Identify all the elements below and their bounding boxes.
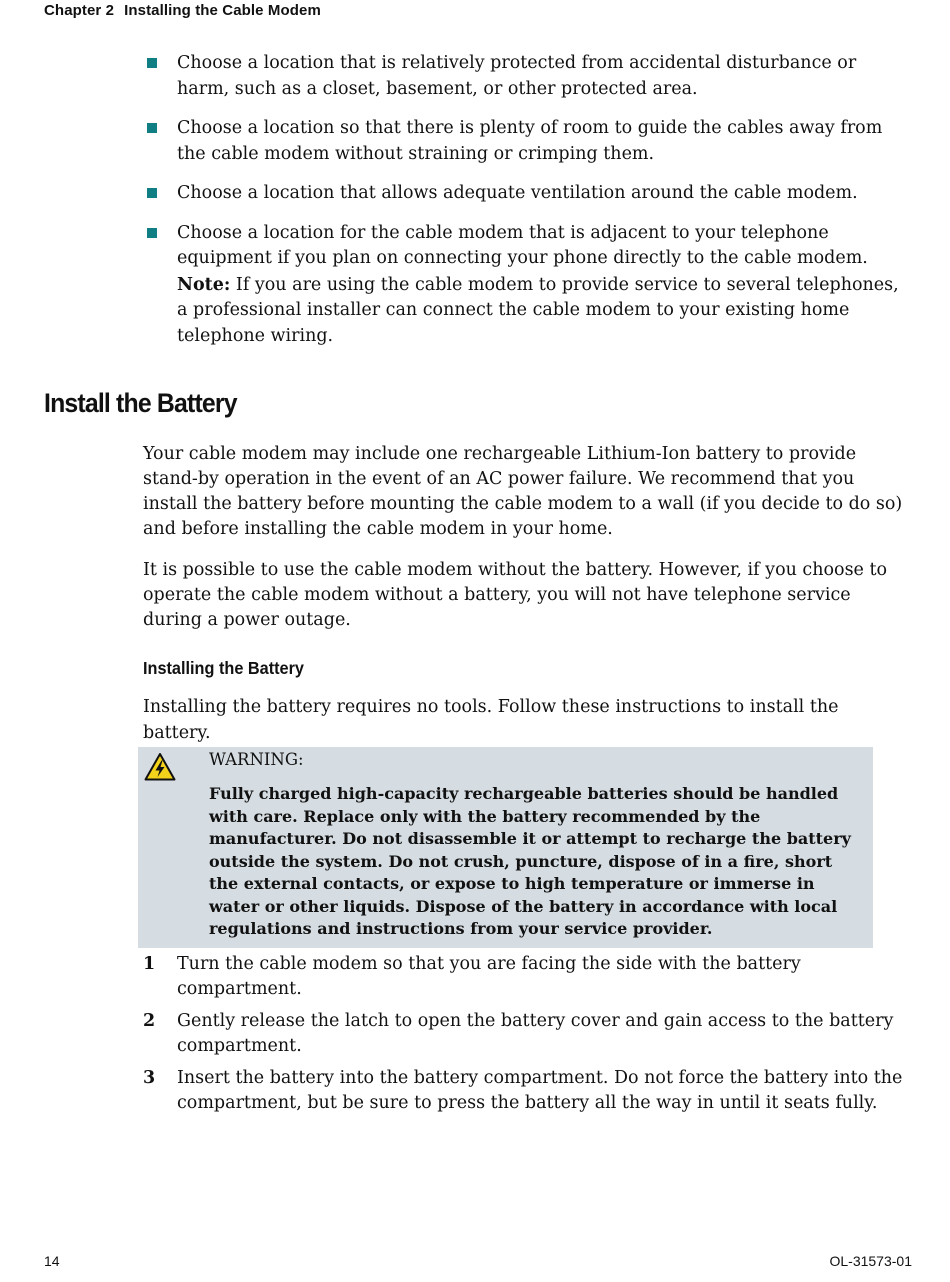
list-item: [146, 181, 906, 207]
step-number: 3: [143, 1068, 156, 1088]
paragraph-instructions-intro: Installing the battery requires no tools. Follow these instructions to install the battery.: [143, 697, 839, 743]
warning-body: Fully charged high-capacity rechargeable batteries should be handled with care. Replace only with the battery recommended by the manufacturer. Do not disassemble it or attempt to recharge the battery outside the system. Do not crush, puncture, dispose of in a fire, short the external contacts, or expose to high temperature or immerse in water or other liquids. Dispose of the battery in accordance with local regulations and instructions from your service provider.: [209, 784, 851, 938]
square-bullet-icon: [147, 123, 157, 133]
paragraph-battery-intro: Your cable modem may include one rechargeable Lithium-Ion battery to provide stand-by operation in the event of an AC power failure. We recommend that you install the battery before mounting the cable modem to a wall (if you decide to do so) and before installing the cable modem in your home.: [143, 444, 903, 539]
step-number: 2: [143, 1011, 156, 1031]
section-title: Install the Battery: [44, 388, 237, 418]
install-steps-list: [143, 952, 903, 1123]
running-header: [44, 2, 321, 19]
square-bullet-icon: [147, 228, 157, 238]
list-item-text: Choose a location that allows adequate ventilation around the cable modem.: [177, 183, 858, 203]
step-text: Turn the cable modem so that you are facing the side with the battery compartment.: [177, 954, 801, 999]
square-bullet-icon: [147, 188, 157, 198]
document-id: OL-31573-01: [829, 1253, 912, 1269]
subsection-title: Installing the Battery: [143, 658, 304, 678]
list-item: [143, 1066, 903, 1116]
step-text: Gently release the latch to open the battery cover and gain access to the battery compartment.: [177, 1011, 894, 1056]
list-item: [146, 116, 906, 167]
list-item: [146, 221, 906, 350]
list-item-text: Choose a location for the cable modem that is adjacent to your telephone equipment if you plan on connecting your phone directly to the cable modem.: [177, 222, 868, 268]
step-number: 1: [143, 954, 156, 974]
list-item-text: Choose a location that is relatively protected from accidental disturbance or harm, such as a closet, basement, or other protected area.: [177, 53, 857, 99]
square-bullet-icon: [147, 58, 157, 68]
note-text: If you are using the cable modem to provide service to several telephones, a professional installer can connect the cable modem to your existing home telephone wiring.: [177, 274, 899, 346]
list-item: [143, 952, 903, 1002]
paragraph-without-battery: It is possible to use the cable modem without the battery. However, if you choose to operate the cable modem without a battery, you will not have telephone service during a power outage.: [143, 560, 888, 630]
warning-title: WARNING:: [209, 750, 304, 769]
list-item: [146, 51, 906, 102]
note-label: Note:: [177, 274, 231, 295]
warning-box: [138, 747, 873, 948]
list-item-text: Choose a location so that there is plenty of room to guide the cables away from the cable modem without straining or crimping them.: [177, 118, 883, 164]
step-text: Insert the battery into the battery compartment. Do not force the battery into the compartment, but be sure to press the battery all the way in until it seats fully.: [177, 1068, 903, 1113]
note: [177, 273, 906, 350]
chapter-number: Chapter 2: [44, 2, 115, 19]
location-bullet-list: [146, 51, 906, 363]
lightning-warning-icon: [144, 752, 176, 782]
chapter-title: Installing the Cable Modem: [124, 2, 321, 19]
list-item: [143, 1009, 903, 1059]
page-number: 14: [44, 1253, 60, 1269]
